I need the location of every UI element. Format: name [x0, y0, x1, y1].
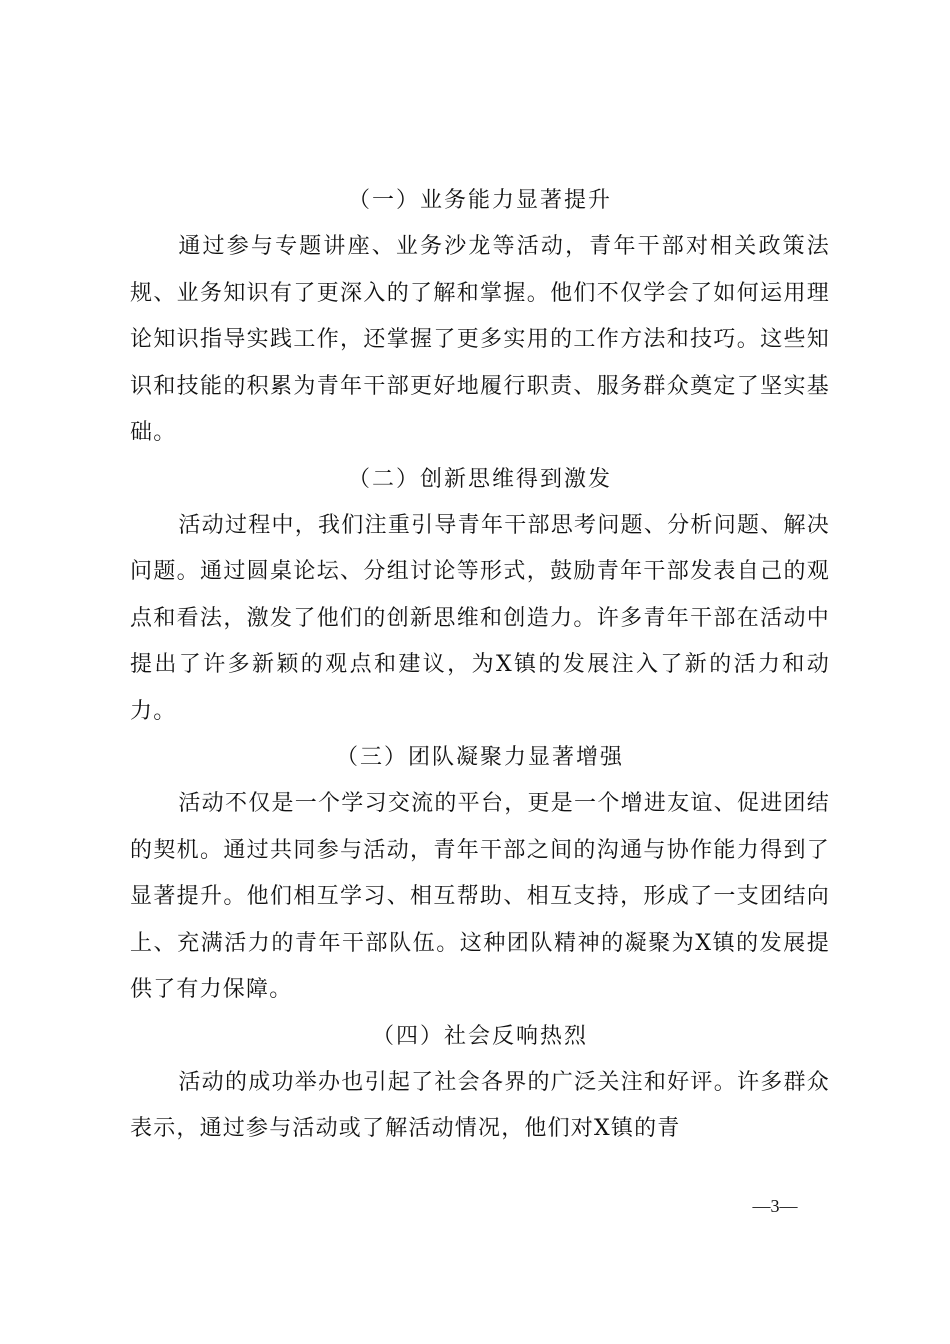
page-number: —3— — [752, 1196, 798, 1216]
section-paragraph-1: 通过参与专题讲座、业务沙龙等活动，青年干部对相关政策法规、业务知识有了更深入的了解和掌握。他们不仅学会了如何运用理论知识指导实践工作，还掌握了更多实用的工作方法和技巧。这些知识和技能的积累为青年干部更好地履行职责、服务群众奠定了坚实基础。 — [130, 234, 830, 445]
section-paragraph-4: 活动的成功举办也引起了社会各界的广泛关注和好评。许多群众表示，通过参与活动或了解活动情况，他们对X镇的青 — [130, 1069, 830, 1141]
section-paragraph-2: 活动过程中，我们注重引导青年干部思考问题、分析问题、解决问题。通过圆桌论坛、分组讨论等形式，鼓励青年干部发表自己的观点和看法，激发了他们的创新思维和创造力。许多青年干部在活动中提出了许多新颖的观点和建议，为X镇的发展注入了新的活力和动力。 — [130, 512, 830, 724]
section-paragraph-3: 活动不仅是一个学习交流的平台，更是一个增进友谊、促进团结的契机。通过共同参与活动，青年干部之间的沟通与协作能力得到了显著提升。他们相互学习、相互帮助、相互支持，形成了一支团结向上、充满活力的青年干部队伍。这种团队精神的凝聚为X镇的发展提供了有力保障。 — [130, 791, 830, 1002]
section-heading-2: （二）创新思维得到激发 — [347, 466, 612, 492]
section-heading-4: （四）社会反响热烈 — [371, 1023, 588, 1049]
document-body — [130, 178, 830, 1153]
section-heading-3: （三）团队凝聚力显著增强 — [335, 745, 624, 770]
section-heading-1: （一）业务能力显著提升 — [347, 188, 612, 213]
